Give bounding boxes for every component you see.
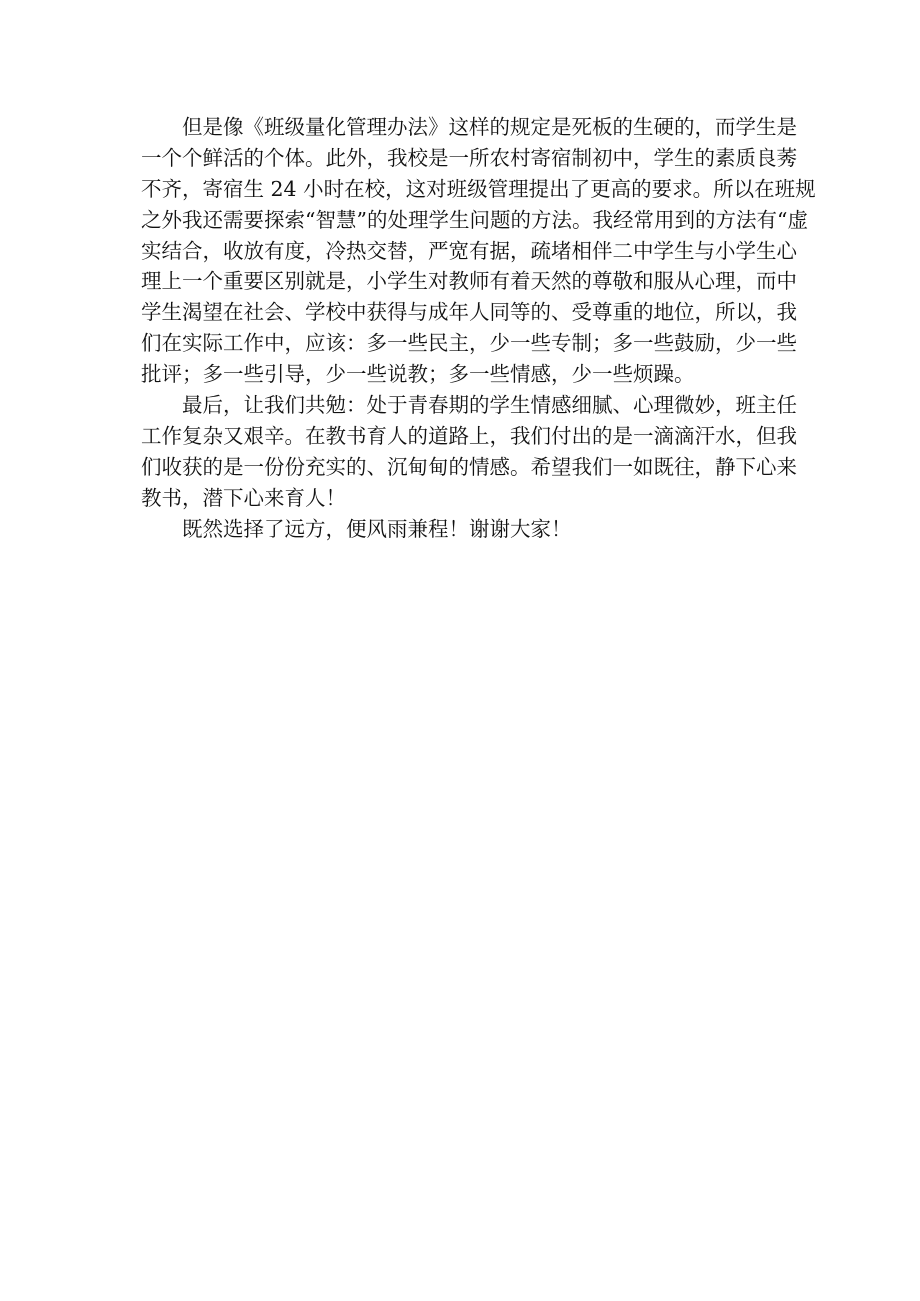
paragraph-1 xyxy=(141,112,816,390)
document-body xyxy=(141,112,816,544)
paragraph-3 xyxy=(141,514,785,545)
paragraph-line: 学生渴望在社会、学校中获得与成年人同等的、受尊重的地位，所以，我 xyxy=(141,300,797,325)
paragraph-line: 理上一个重要区别就是，小学生对教师有着天然的尊敬和服从心理，而中 xyxy=(141,269,797,294)
paragraph-line: 教书，潜下心来育人！ xyxy=(141,485,346,510)
paragraph-line: 实结合，收放有度，冷热交替，严宽有据，疏堵相伴二中学生与小学生心 xyxy=(141,238,797,263)
paragraph-line: 批评；多一些引导，少一些说教；多一些情感，少一些烦躁。 xyxy=(141,362,695,387)
paragraph-line: 但是像《班级量化管理办法》这样的规定是死板的生硬的，而学生是 xyxy=(182,115,797,139)
paragraph-line: 之外我还需要探索“智慧”的处理学生问题的方法。我经常用到的方法有“虚 xyxy=(141,207,808,232)
paragraph-line: 既然选择了远方，便风雨兼程！谢谢大家！ xyxy=(182,516,572,541)
paragraph-line: 不齐，寄宿生 24 小时在校，这对班级管理提出了更高的要求。所以在班规 xyxy=(141,176,816,201)
paragraph-line: 一个个鲜活的个体。此外，我校是一所农村寄宿制初中，学生的素质良莠 xyxy=(141,145,797,170)
paragraph-line: 们在实际工作中，应该：多一些民主，少一些专制；多一些鼓励，少一些 xyxy=(141,331,797,356)
paragraph-line: 工作复杂又艰辛。在教书育人的道路上，我们付出的是一滴滴汗水，但我 xyxy=(141,423,797,448)
paragraph-line: 们收获的是一份份充实的、沉甸甸的情感。希望我们一如既往，静下心来 xyxy=(141,454,797,479)
paragraph-2 xyxy=(141,390,797,514)
paragraph-line: 最后，让我们共勉：处于青春期的学生情感细腻、心理微妙，班主任 xyxy=(182,393,797,418)
